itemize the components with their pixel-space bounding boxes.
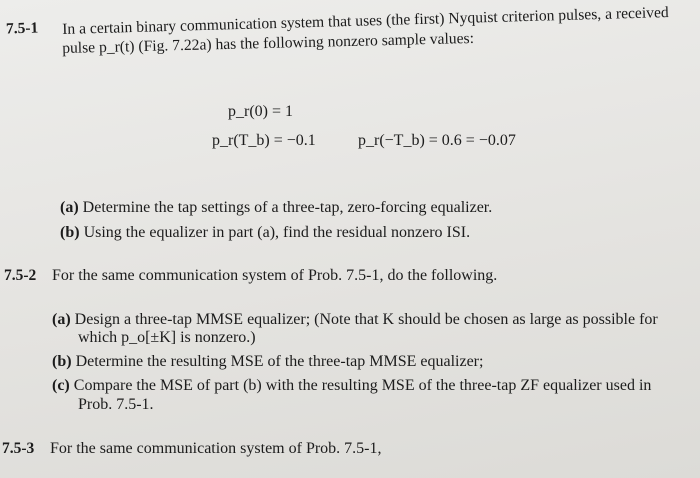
problem-7-5-1-line-2: pulse p_r(t) (Fig. 7.22a) has the following nonzero sample values: [62,29,475,57]
problem-7-5-2-part-c-cont: Prob. 7.5-1. [78,396,154,413]
problem-7-5-2-part-c [52,377,651,395]
problem-number-7-5-2: 7.5-2 [4,267,37,284]
part-label: (a) [60,199,79,216]
part-label: (c) [52,377,70,394]
problem-number-7-5-1: 7.5-1 [5,19,39,38]
part-label: (b) [52,353,72,370]
part-label: (b) [60,224,80,241]
problem-7-5-1-part-a [60,199,492,217]
part-label: (a) [52,311,71,328]
problem-7-5-2-line-1: For the same communication system of Prob. 7.5-1, do the following. [52,267,498,284]
part-text: Design a three-tap MMSE equalizer; (Note that K should be chosen as large as possible for [74,311,658,328]
equation-pr-tb: p_r(T_b) = −0.1 [212,132,316,149]
problem-number-7-5-3: 7.5-3 [2,440,35,457]
problem-7-5-1-line-1: In a certain binary communication system that uses (the first) Nyquist criterion pulses, a received [62,4,669,38]
part-text: Determine the tap settings of a three-tap, zero-forcing equalizer. [82,199,493,216]
problem-7-5-3-line-1: For the same communication system of Prob. 7.5-1, [50,440,382,457]
part-text: Compare the MSE of part (b) with the resulting MSE of the three-tap ZF equalizer used in [73,377,652,394]
part-text: Using the equalizer in part (a), find the residual nonzero ISI. [83,224,471,241]
problem-7-5-2-part-a [52,311,658,329]
equation-pr-0: p_r(0) = 1 [228,103,294,120]
problem-7-5-2-part-b [52,353,483,371]
part-text: Determine the resulting MSE of the three-tap MMSE equalizer; [75,353,484,370]
equation-pr-minus-tb: p_r(−T_b) = 0.6 = −0.07 [358,132,516,149]
problem-7-5-2-part-a-cont: which p_o[±K] is nonzero.) [78,329,256,346]
problem-7-5-1-part-b [60,224,470,242]
